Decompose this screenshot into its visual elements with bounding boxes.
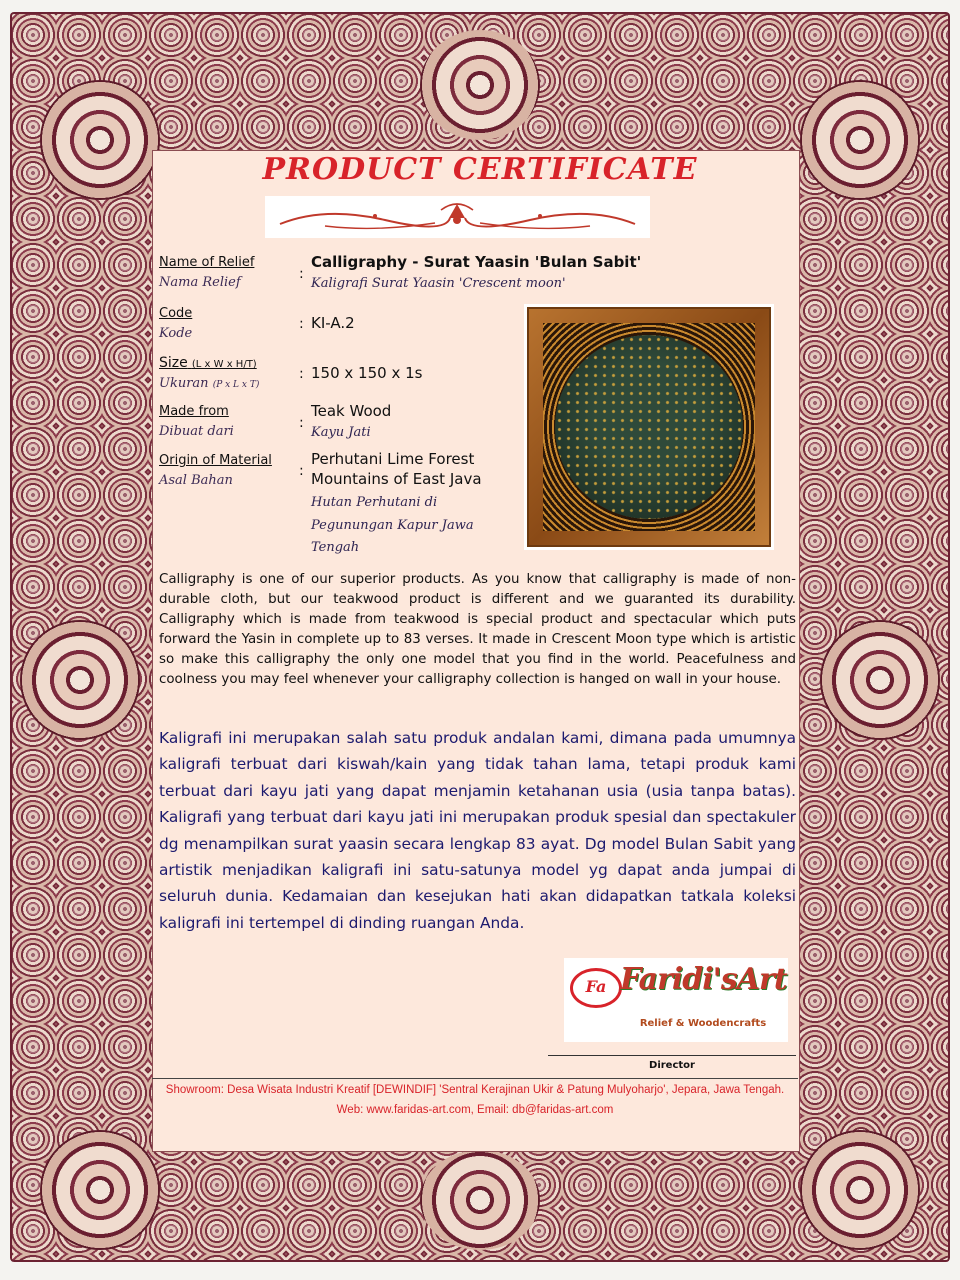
logo-tagline: Relief & Woodencrafts (639, 1018, 767, 1029)
wooden-frame (527, 307, 771, 547)
ornament-divider-icon (265, 196, 650, 238)
batik-rosette-icon (800, 1130, 920, 1250)
made-from-value: Teak Wood (311, 402, 392, 420)
origin-of-material-label: Origin of Material (159, 453, 272, 468)
batik-rosette-icon (20, 620, 140, 740)
origin-value-line1: Perhutani Lime Forest (311, 450, 475, 468)
nama-relief-label: Nama Relief (159, 275, 241, 290)
description-english: Calligraphy is one of our superior products. As you know that calligraphy is made of non-durable cloth, but our teakwood product is different and we guaranted its durability. Calligraphy which is made from teakwood is special product and spectacular which puts forward the Yasin in complete up to 83 verses. It made in Crescent Moon type which is artistic so make this calligraphy the only one model that you find in the world. Peacefulness and coolness you may feel whenever your calligraphy collection is hanged on wall in your house. (159, 572, 796, 687)
code-value: KI-A.2 (311, 314, 355, 332)
field-colon: : (299, 415, 304, 431)
asal-bahan-value-line2: Pegunungan Kapur Jawa (311, 518, 474, 533)
code-label: Code (159, 306, 193, 321)
origin-value-line2: Mountains of East Java (311, 470, 482, 488)
field-colon: : (299, 316, 304, 332)
size-label-main: Size (159, 355, 188, 371)
made-from-label: Made from (159, 404, 229, 419)
footer-divider (152, 1078, 798, 1079)
kode-label: Kode (159, 326, 193, 341)
asal-bahan-value-line1: Hutan Perhutani di (311, 495, 438, 510)
batik-rosette-icon (40, 1130, 160, 1250)
size-label (159, 355, 257, 371)
nama-relief-value: Kaligrafi Surat Yaasin 'Crescent moon' (311, 276, 566, 291)
ukuran-label-main: Ukuran (159, 376, 209, 391)
product-photo (524, 304, 774, 550)
asal-bahan-value-line3: Tengah (311, 540, 360, 555)
field-colon: : (299, 266, 304, 282)
director-title: Director (649, 1060, 695, 1071)
ukuran-label-dimensions: (P x L x T) (212, 380, 260, 390)
size-label-dimensions: (L x W x H/T) (191, 359, 257, 370)
dibuat-dari-label: Dibuat dari (159, 424, 234, 439)
field-colon: : (299, 463, 304, 479)
description-indonesian: Kaligrafi ini merupakan salah satu produk andalan kami, dimana pada umumnya kaligrafi terbuat dari kiswah/kain yang tidak tahan lama, tetapi produk kami terbuat dari kayu jati yang dapat menjamin ketahanan usia (usia tanpa batas). Kaligrafi yang terbuat dari kayu jati ini merupakan produk spesial dan spectakuler dg menampilkan surat yaasin secara lengkap 83 ayat. Dg model Bulan Sabit yang artistik menjadikan kaligrafi ini satu-satunya model yg dapat anda jumpai di seluruh dunia. Kedamaian dan kesejukan hati akan didapatkan tatkala koleksi kaligrafi ini tertempel di dinding ruangan Anda. (159, 729, 796, 932)
name-of-relief-label: Name of Relief (159, 255, 255, 270)
calligraphy-disc (555, 335, 743, 519)
web-contact: Web: www.faridas-art.com, Email: db@faridas-art.com (336, 1104, 614, 1116)
batik-rosette-icon (420, 30, 540, 140)
showroom-address: Showroom: Desa Wisata Industri Kreatif [DEWINDIF] 'Sentral Kerajinan Ukir & Patung Mulyoharjo', Jepara, Jawa Tengah. (165, 1084, 785, 1096)
ukuran-label (159, 376, 259, 391)
batik-rosette-icon (420, 1150, 540, 1250)
dibuat-dari-value: Kayu Jati (311, 425, 371, 440)
signature-line (548, 1055, 796, 1056)
company-logo (564, 958, 788, 1042)
certificate-title: PRODUCT CERTIFICATE (262, 152, 698, 187)
logo-mark: Fa (570, 968, 622, 1008)
asal-bahan-label: Asal Bahan (159, 473, 233, 488)
carved-border (543, 323, 755, 531)
logo-brand: Faridi'sArt (620, 962, 787, 997)
batik-rosette-icon (820, 620, 940, 740)
size-value: 150 x 150 x 1s (311, 364, 423, 382)
field-colon: : (299, 366, 304, 382)
name-of-relief-value: Calligraphy - Surat Yaasin 'Bulan Sabit' (311, 253, 642, 271)
